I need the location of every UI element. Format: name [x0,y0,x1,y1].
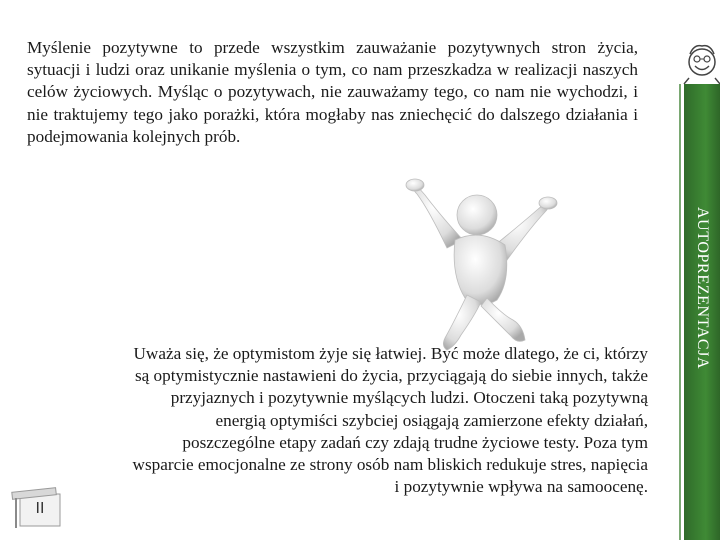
paragraph-line: przyjaznych i pozytywnie myślących ludzi. Otoczeni taką pozytywną [170,388,648,408]
paragraph-line: energią optymiści szybciej osiągają zamierzone efekty działań, [215,410,648,430]
paragraph-line: i pozytywnie wpływa na samoocenę. [394,477,648,497]
slide-number-badge [8,486,64,532]
paragraph-line: poszczególne etapy zadań czy zdają trudne życiowe testy. Poza tym [182,432,648,452]
jumping-person-figure [385,170,575,360]
smiling-character-icon [680,40,720,84]
optimism-paragraph [36,343,648,498]
paragraph-line: są optymistycznie nastawieni do życia, przyciągają do siebie innych, także [134,366,648,386]
paragraph-line: Uważa się, że optymistom żyje się łatwiej. Być może dlatego, że ci, którzy [133,344,648,363]
intro-paragraph: Myślenie pozytywne to przede wszystkim zauważanie pozytywnych stron życia, sytuacji i ludzi oraz unikanie myślenia o tym, co nam przeszkadza w realizacji naszych celów życiowych. Myśląc o pozytywach, nie zauważamy tego, co nam nie wychodzi, i nie traktujemy tego jako porażki, która mogłaby nas zniechęcić do dalszego działania i podejmowania kolejnych prób. [27,38,638,146]
section-label: AUTOPREZENTACJA [694,207,711,370]
slide-number: II [35,500,45,517]
paragraph-line: wsparcie emocjonalne ze strony osób nam bliskich redukuje stres, napięcia [132,455,648,475]
